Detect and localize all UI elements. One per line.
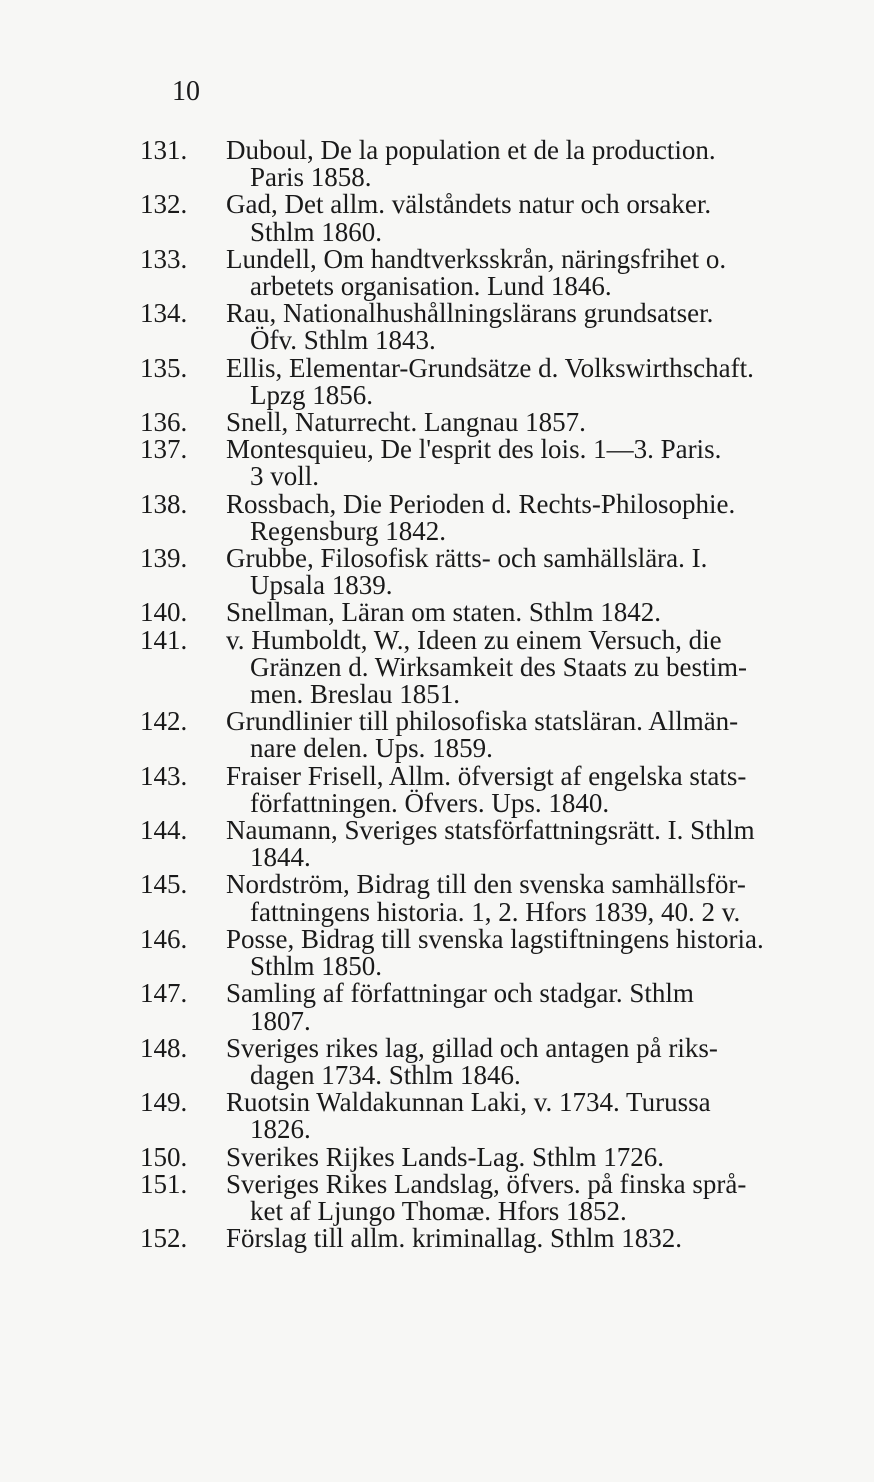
bibliography-entry (140, 243, 830, 302)
entry-text (226, 760, 830, 818)
entry-text (226, 191, 830, 245)
entry-number: 131. (140, 135, 188, 165)
entry-continuation-line: Gränzen d. Wirksamkeit des Staats zu bestim- (250, 651, 748, 682)
entry-number: 148. (140, 1032, 188, 1063)
entry-number: 149. (140, 1087, 188, 1118)
entry-text (226, 1089, 830, 1143)
entry-number: 133. (140, 243, 188, 274)
entry-text (226, 436, 830, 490)
entry-continuation-line: nare delen. Ups. 1859. (250, 733, 493, 764)
bibliography-entry (140, 1032, 830, 1090)
bibliography-entry (140, 1089, 830, 1143)
entry-continuation-line: Sthlm 1860. (250, 216, 383, 247)
entry-number: 134. (140, 298, 188, 329)
entry-number: 138. (140, 488, 188, 519)
entry-continuation-line: Sthlm 1850. (250, 951, 383, 982)
entry-number: 139. (140, 543, 188, 574)
entry-line: v. Humboldt, W., Ideen zu einem Versuch, die (226, 624, 722, 655)
entry-continuation-line: dagen 1734. Sthlm 1846. (250, 1059, 521, 1090)
bibliography-entry (140, 760, 830, 818)
entry-line: Naumann, Sveriges statsförfattningsrätt. I. Sthlm (226, 815, 755, 846)
entry-text (226, 300, 830, 354)
entry-number: 132. (140, 189, 188, 220)
bibliography-list (140, 137, 830, 1252)
entry-continuation-line: 1844. (250, 842, 311, 873)
entry-number: 141. (140, 624, 188, 655)
entry-line: Ruotsin Waldakunnan Laki, v. 1734. Turussa (226, 1087, 711, 1118)
page-number: 10 (172, 76, 200, 107)
entry-text (226, 817, 830, 871)
bibliography-entry (140, 817, 830, 871)
entry-line: Lundell, Om handtverksskrån, näringsfrihet o. (226, 243, 727, 274)
entry-text (226, 1225, 830, 1252)
entry-text (226, 488, 830, 546)
entry-continuation-line: författningen. Öfvers. Ups. 1840. (250, 787, 610, 818)
entry-line: Duboul, De la population et de la production. (226, 135, 716, 165)
entry-text (226, 1032, 830, 1090)
entry-line: Snell, Naturrecht. Langnau 1857. (226, 407, 586, 438)
bibliography-entry (140, 300, 830, 354)
entry-line: Snellman, Läran om staten. Sthlm 1842. (226, 597, 661, 628)
entry-continuation-line: ket af Ljungo Thomæ. Hfors 1852. (250, 1195, 627, 1226)
entry-continuation-line: 1807. (250, 1005, 311, 1036)
entry-line: Grubbe, Filosofisk rätts- och samhällslära. I. (226, 543, 708, 574)
bibliography-entry (140, 708, 830, 762)
entry-line: Rau, Nationalhushållningslärans grundsatser. (226, 298, 714, 329)
entry-continuation-line: 1826. (250, 1114, 311, 1145)
entry-continuation-line: men. Breslau 1851. (250, 679, 460, 710)
entry-line: Grundlinier till philosofiska statsläran. Allmän- (226, 706, 739, 737)
entry-continuation-line: arbetets organisation. Lund 1846. (250, 271, 612, 302)
entry-number: 146. (140, 923, 188, 954)
entry-number: 147. (140, 978, 188, 1009)
entry-line: Fraiser Frisell, Allm. öfversigt af engelska stats- (226, 760, 747, 791)
bibliography-entry (140, 980, 830, 1034)
entry-number: 136. (140, 407, 188, 438)
entry-text (226, 409, 830, 436)
entry-text (226, 1141, 830, 1172)
entry-text (226, 599, 830, 626)
bibliography-entry (140, 137, 830, 191)
bibliography-entry (140, 624, 830, 710)
bibliography-entry (140, 923, 830, 982)
entry-line: Montesquieu, De l'esprit des lois. 1—3. Paris. (226, 434, 722, 465)
entry-number: 142. (140, 706, 188, 737)
entry-line: Ellis, Elementar-Grundsätze d. Volkswirthschaft. (226, 352, 754, 383)
entry-text (226, 980, 830, 1034)
entry-text (226, 137, 830, 191)
bibliography-entry (140, 191, 830, 245)
bibliography-entry (140, 599, 830, 626)
entry-number: 143. (140, 760, 188, 791)
bibliography-entry (140, 409, 830, 436)
bibliography-entry (140, 436, 830, 490)
entry-line: Sverikes Rijkes Lands-Lag. Sthlm 1726. (226, 1141, 664, 1172)
bibliography-entry (140, 1141, 830, 1172)
entry-continuation-line: Regensburg 1842. (250, 515, 446, 546)
entry-number: 144. (140, 815, 188, 846)
entry-continuation-line: Upsala 1839. (250, 570, 393, 601)
entry-text (226, 545, 830, 599)
bibliography-entry (140, 871, 830, 925)
bibliography-entry (140, 1225, 830, 1252)
bibliography-entry (140, 352, 830, 410)
entry-number: 137. (140, 434, 188, 465)
entry-line: Rossbach, Die Perioden d. Rechts-Philosophie. (226, 488, 736, 519)
entry-continuation-line: Lpzg 1856. (250, 379, 373, 410)
entry-continuation-line: Paris 1858. (250, 162, 372, 193)
entry-line: Gad, Det allm. välståndets natur och orsaker. (226, 189, 712, 220)
entry-text (226, 871, 830, 925)
entry-number: 140. (140, 597, 188, 628)
entry-text (226, 708, 830, 762)
entry-number: 145. (140, 869, 188, 900)
bibliography-entry (140, 1168, 830, 1226)
bibliography-entry (140, 545, 830, 599)
entry-line: Samling af författningar och stadgar. Sthlm (226, 978, 694, 1009)
entry-text (226, 923, 830, 982)
entry-number: 151. (140, 1168, 188, 1199)
entry-text (226, 352, 830, 410)
entry-continuation-line: fattningens historia. 1, 2. Hfors 1839, 40. 2 v. (250, 896, 741, 927)
bibliography-entry (140, 488, 830, 546)
entry-line: Posse, Bidrag till svenska lagstiftningens historia. (226, 923, 764, 954)
entry-line: Förslag till allm. kriminallag. Sthlm 1832. (226, 1223, 682, 1254)
entry-line: Sveriges Rikes Landslag, öfvers. på finska språ- (226, 1168, 747, 1199)
entry-number: 135. (140, 352, 188, 383)
entry-text (226, 624, 830, 710)
entry-text (226, 243, 830, 302)
entry-line: Sveriges rikes lag, gillad och antagen på riks- (226, 1032, 718, 1063)
entry-text (226, 1168, 830, 1226)
entry-number: 150. (140, 1141, 188, 1172)
entry-continuation-line: 3 voll. (250, 461, 320, 492)
entry-continuation-line: Öfv. Sthlm 1843. (250, 325, 436, 356)
entry-number: 152. (140, 1223, 188, 1254)
entry-line: Nordström, Bidrag till den svenska samhällsför- (226, 869, 746, 900)
